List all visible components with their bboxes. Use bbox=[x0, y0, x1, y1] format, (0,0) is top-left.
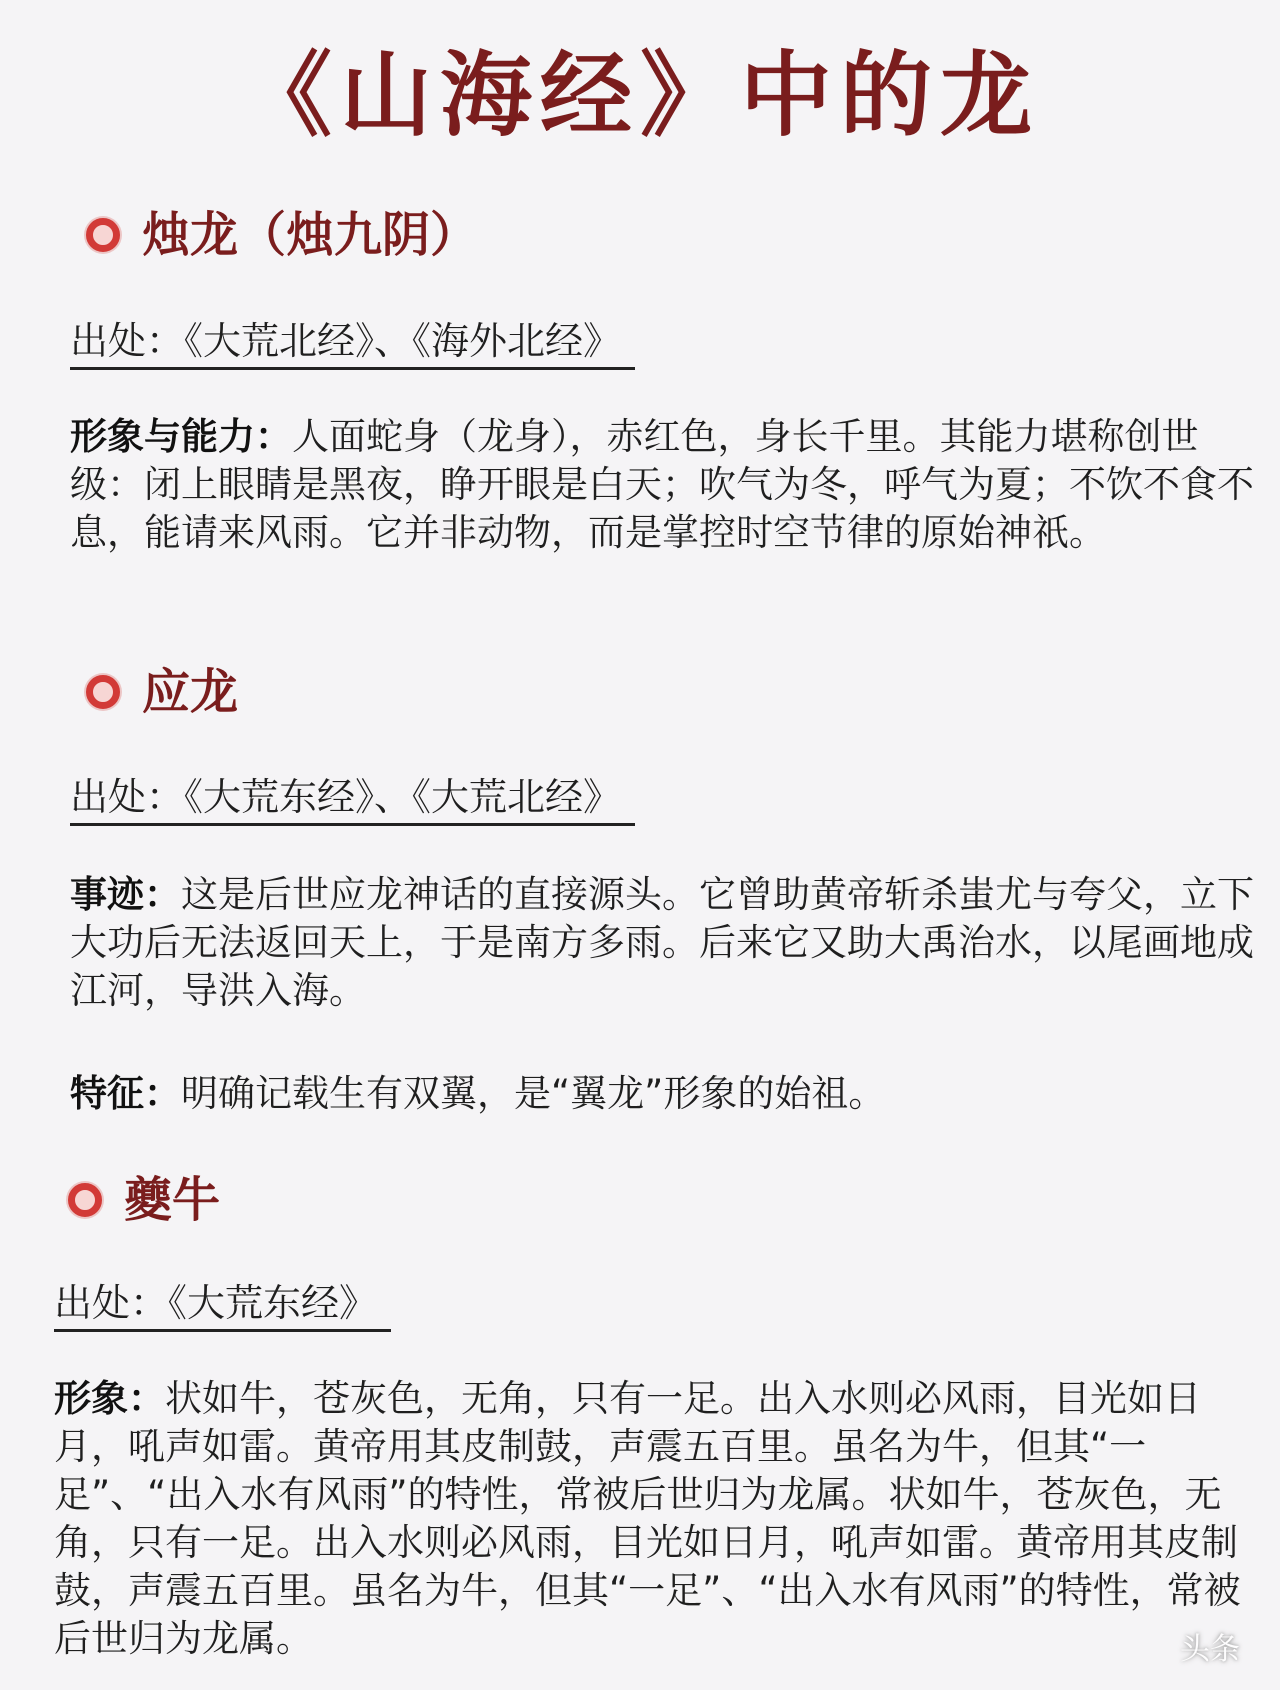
watermark: 头条 bbox=[1180, 1632, 1240, 1667]
paragraph-label: 特征： bbox=[70, 1072, 181, 1115]
section-title: 烛龙（烛九阴） bbox=[142, 207, 479, 263]
paragraph-label: 形象： bbox=[54, 1377, 165, 1420]
paragraph-text: 明确记载生有双翼，是“翼龙”形象的始祖。 bbox=[181, 1072, 886, 1115]
paragraph bbox=[70, 871, 1270, 1015]
paragraph-text: 状如牛，苍灰色，无角，只有一足。出入水则必风雨，目光如日月，吼声如雷。黄帝用其皮制鼓，声震五百里。虽名为牛，但其“一足”、“出入水有风雨”的特性，常被后世归为龙属。状如牛，苍灰色，无角，只有一足。出入水则必风雨，目光如日月，吼声如雷。黄帝用其皮制鼓，声震五百里。虽名为牛，但其“一足”、“出入水有风雨”的特性，常被后世归为龙属。 bbox=[54, 1377, 1241, 1660]
section-title: 应龙 bbox=[142, 664, 239, 720]
page-title: 《山海经》中的龙 bbox=[239, 41, 1040, 149]
bullet-ring-icon bbox=[68, 1183, 102, 1217]
bullet-ring-icon bbox=[86, 675, 120, 709]
paragraph-label: 形象与能力： bbox=[70, 415, 292, 458]
section-heading bbox=[68, 1170, 220, 1230]
source-line: 出处：《大荒东经》 bbox=[54, 1277, 391, 1332]
bullet-ring-icon bbox=[86, 218, 120, 252]
paragraph bbox=[54, 1375, 1254, 1663]
paragraph-label: 事迹： bbox=[70, 873, 181, 916]
section-title: 夔牛 bbox=[124, 1172, 221, 1228]
paragraph-text: 这是后世应龙神话的直接源头。它曾助黄帝斩杀蚩尤与夸父，立下大功后无法返回天上，于是南方多雨。后来它又助大禹治水，以尾画地成江河，导洪入海。 bbox=[70, 873, 1254, 1012]
paragraph bbox=[70, 413, 1270, 557]
section-heading bbox=[86, 205, 478, 265]
paragraph bbox=[70, 1070, 1270, 1118]
section-heading bbox=[86, 662, 238, 722]
source-line: 出处：《大荒北经》、《海外北经》 bbox=[70, 315, 635, 370]
paragraph-text: 人面蛇身（龙身），赤红色，身长千里。其能力堪称创世级：闭上眼睛是黑夜，睁开眼是白天；吹气为冬，呼气为夏；不饮不食不息，能请来风雨。它并非动物，而是掌控时空节律的原始神祇。 bbox=[70, 415, 1254, 554]
source-line: 出处：《大荒东经》、《大荒北经》 bbox=[70, 771, 635, 826]
